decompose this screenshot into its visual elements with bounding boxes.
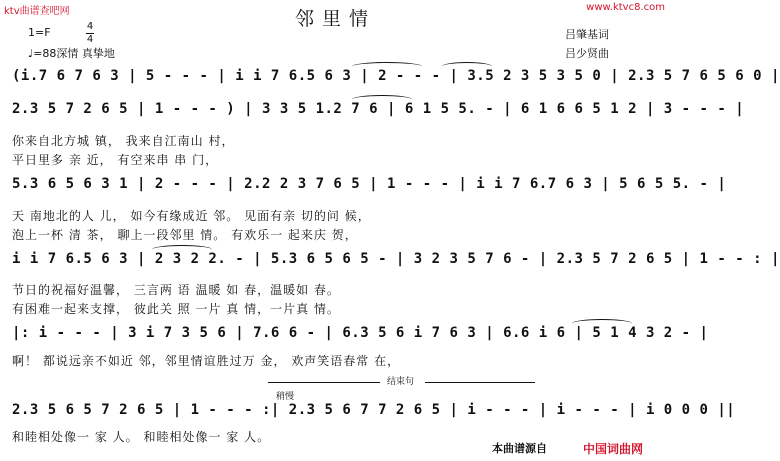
notation-line: |: i - - - | 3 i 7 3 5 6 | 7.6 6 - | 6.3 5 6 i 7 6 3 | 6.6 i 6 | 5 1 4 3 2 - | (12, 325, 709, 341)
notation-line: 2.3 5 6 5 7 2 6 5 | 1 - - - :| 2.3 5 6 7 7 2 6 5 | i - - - | i - - - | i 0 0 0 || (12, 402, 736, 418)
score-row-1 (12, 68, 780, 98)
ending-bracket-line (425, 382, 535, 383)
ending-bracket-line (268, 382, 380, 383)
watermark-right: www.ktvc8.com (586, 2, 665, 13)
slur (152, 245, 212, 254)
song-title: 邻里情 (294, 8, 376, 30)
time-signature (86, 22, 94, 45)
lyric-line: 天 南地北的人 儿， 如今有缘成近 邻。 见面有亲 切的问 候， (12, 209, 371, 223)
slur (442, 62, 492, 71)
score-row-3 (12, 176, 727, 206)
notation-line: 5.3 6 5 6 3 1 | 2 - - - | 2.2 2 3 7 6 5 | 1 - - - | i i 7 6.7 6 3 | 5 6 5 5. - | (12, 176, 727, 192)
score-row-2 (12, 101, 745, 131)
watermark-left: ktv曲谱查吧网 (4, 6, 70, 17)
tempo-marking: ♩=88深情 真挚地 (28, 47, 115, 60)
score-row-4 (12, 251, 780, 281)
lyric-line: 有困难一起来支撑， 彼此关 照 一片 真 情，一片真 情。 (12, 302, 340, 316)
notation-line: (i.7 6 7 6 3 | 5 - - - | i i 7 6.5 6 3 | 2 - - - | 3.5 2 3 5 3 5 0 | 2.3 5 7 6 5 6 0 | (12, 68, 780, 84)
lyric-line: 泡上一杯 清 茶， 聊上一段邻里 情。 有欢乐一 起来庆 贺， (12, 228, 358, 242)
score-row-5 (12, 325, 709, 355)
composer-credit: 吕少贤曲 (565, 47, 609, 60)
tempo-change-annotation: 稍慢 (276, 392, 295, 402)
ending-annotation: 结束句 (387, 377, 415, 387)
slur (572, 319, 632, 328)
key-signature: 1=F (28, 26, 51, 39)
lyric-line: 啊！ 都说远亲不如近 邻，邻里情谊胜过万 金， 欢声笑语春常 在， (12, 354, 401, 368)
lyric-line: 节日的祝福好温馨， 三言两 语 温暖 如 春，温暖如 春。 (12, 283, 340, 297)
time-signature-top: 4 (86, 21, 94, 32)
notation-line: 2.3 5 7 2 6 5 | 1 - - - ) | 3 3 5 1.2 7 6 | 6 1 5 5. - | 6 1 6 6 5 1 2 | 3 - - - | (12, 101, 745, 117)
slur (352, 62, 422, 71)
lyric-line: 平日里多 亲 近， 有空来串 串 门， (12, 153, 219, 167)
lyric-line: 你来自北方城 镇， 我来自江南山 村， (12, 134, 235, 148)
lyric-line: 和睦相处像一 家 人。 和睦相处像一 家 人。 (12, 430, 271, 444)
site-name: 中国词曲网 (583, 442, 644, 456)
source-label: 本曲谱源自 (492, 442, 547, 455)
slur (352, 95, 412, 104)
notation-line: i i 7 6.5 6 3 | 2 3 2 2. - | 5.3 6 5 6 5 - | 3 2 3 5 7 6 - | 2.3 5 7 2 6 5 | 1 - - : | (12, 251, 780, 267)
lyricist-credit: 吕肇基词 (565, 28, 609, 41)
time-signature-bottom: 4 (86, 34, 94, 45)
